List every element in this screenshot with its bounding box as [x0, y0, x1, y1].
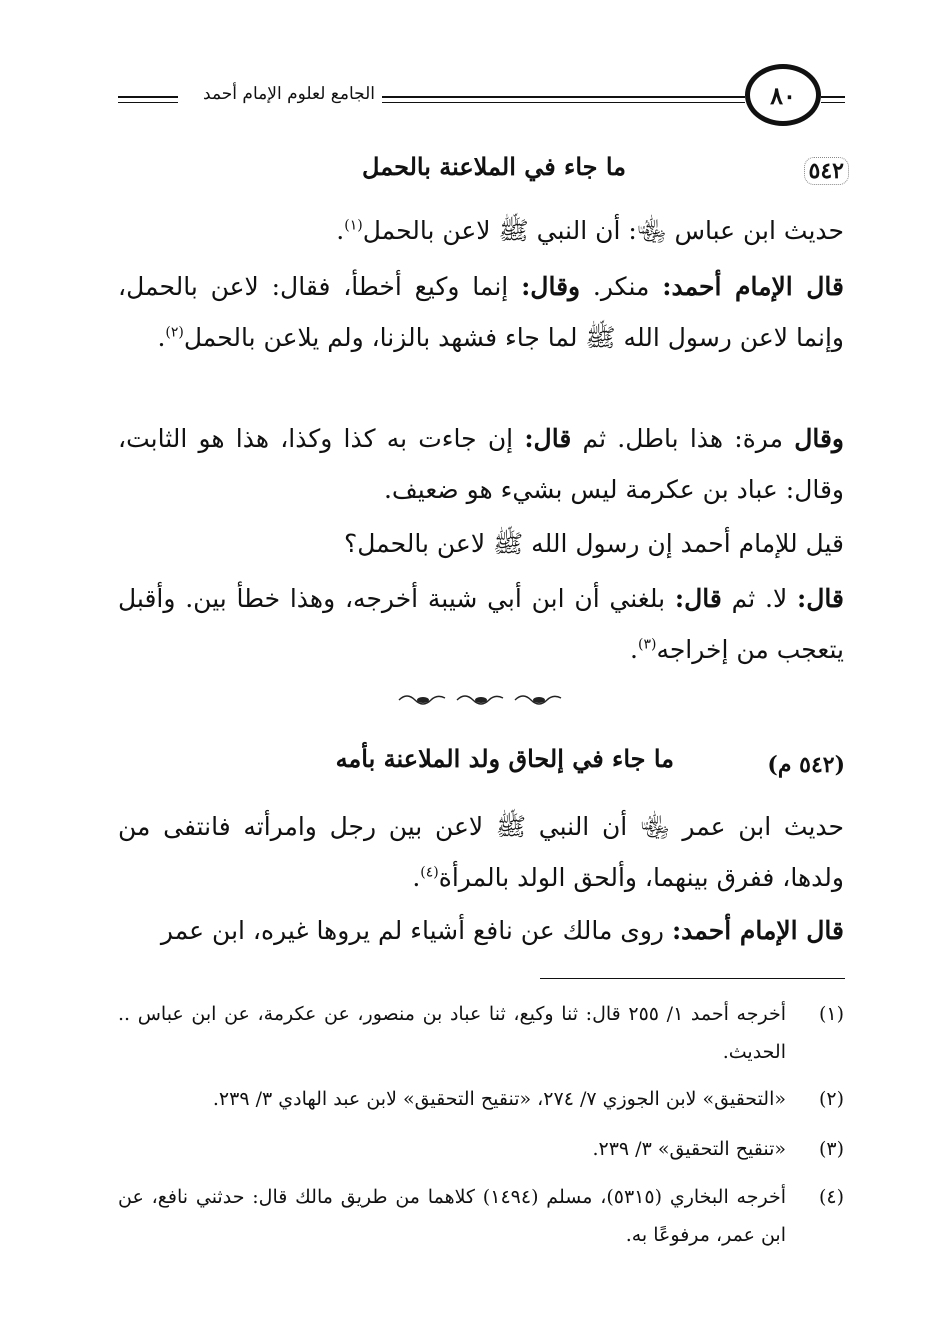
- footnote-number: (١): [818, 1003, 844, 1025]
- footnote-ref: (٤): [420, 864, 439, 881]
- paragraph-hadith: حديث ابن عباس ﵄: أن النبي ﷺ لاعن بالحمل$^{(١)}$.: [336, 216, 844, 245]
- paragraph-imam-ahmad-1: قال الإمام أحمد: منكر. وقال: إنما وكيع أخطأ، فقال: لاعن بالحمل، وإنما لاعن رسول الله ﷺ لما جاء فشهد بالزنا، ولم يلاعن بالحمل$^{(٢)}$.: [118, 272, 844, 352]
- footnote-2: [118, 1080, 844, 1118]
- section-number: (٥٤٢ م): [767, 752, 845, 778]
- footnote-number: (٢): [818, 1088, 844, 1110]
- footnote-4: [118, 1178, 844, 1254]
- paragraph-imam-ahmad: قال الإمام أحمد: روى مالك عن نافع أشياء لم يروها غيره، ابن عمر: [160, 916, 844, 945]
- section-number: ٥٤٢: [804, 157, 849, 185]
- header-rule-right-bottom: [821, 102, 845, 103]
- footnote-ref: (٢): [165, 324, 184, 341]
- section-title: ما جاء في الملاعنة بالحمل: [362, 152, 626, 181]
- footnote-3: [118, 1130, 844, 1168]
- paragraph-answer: قال: لا. ثم قال: بلغني أن ابن أبي شيبة أخرجه، وهذا خطأ بين. وأقبل يتعجب من إخراجه$^{(٣)}$.: [118, 584, 844, 664]
- header-rule-left-bottom: [118, 102, 178, 103]
- section-title: ما جاء في إلحاق ولد الملاعنة بأمه: [335, 744, 674, 773]
- footnote-ref: (٣): [637, 636, 657, 653]
- footnote-text: أخرجه أحمد ١/ ٢٥٥ قال: ثنا وكيع، ثنا عباد بن منصور، عن عكرمة، عن ابن عباس .. الحديث.: [118, 1003, 786, 1063]
- header-rule-left-top: [118, 96, 178, 98]
- header-rule-middle-top: [382, 96, 745, 98]
- footnote-number: (٣): [818, 1138, 844, 1160]
- header-rule-middle-bottom: [382, 102, 745, 103]
- footnote-1: [118, 995, 844, 1071]
- ornament-divider-icon: [395, 690, 575, 710]
- footnote-separator: [540, 978, 845, 979]
- header-rule-right-top: [821, 96, 845, 98]
- footnote-text: «التحقيق» لابن الجوزي ٧/ ٢٧٤، «تنقيح التحقيق» لابن عبد الهادي ٣/ ٢٣٩.: [212, 1088, 786, 1110]
- paragraph-imam-ahmad-2: وقال مرة: هذا باطل. ثم قال: إن جاءت به كذا وكذا، هذا هو الثابت، وقال: عباد بن عكرمة ليس بشيء هو ضعيف.: [118, 424, 844, 504]
- paragraph-hadith: حديث ابن عمر ﵄ أن النبي ﷺ لاعن بين رجل وامرأته فانتفى من ولدها، ففرق بينهما، وألحق الولد بالمرأة$^{(٤)}$.: [118, 812, 844, 892]
- footnote-text: «تنقيح التحقيق» ٣/ ٢٣٩.: [592, 1138, 786, 1160]
- footnote-text: أخرجه البخاري (٥٣١٥)، مسلم (١٤٩٤) كلاهما من طريق مالك قال: حدثني نافع، عن ابن عمر، مرفوعًا به.: [118, 1186, 786, 1246]
- footnote-ref: (١): [344, 217, 363, 234]
- footnote-number: (٤): [818, 1186, 844, 1208]
- paragraph-question: قيل للإمام أحمد إن رسول الله ﷺ لاعن بالحمل؟: [343, 529, 844, 558]
- page-number: ٨٠: [745, 64, 821, 126]
